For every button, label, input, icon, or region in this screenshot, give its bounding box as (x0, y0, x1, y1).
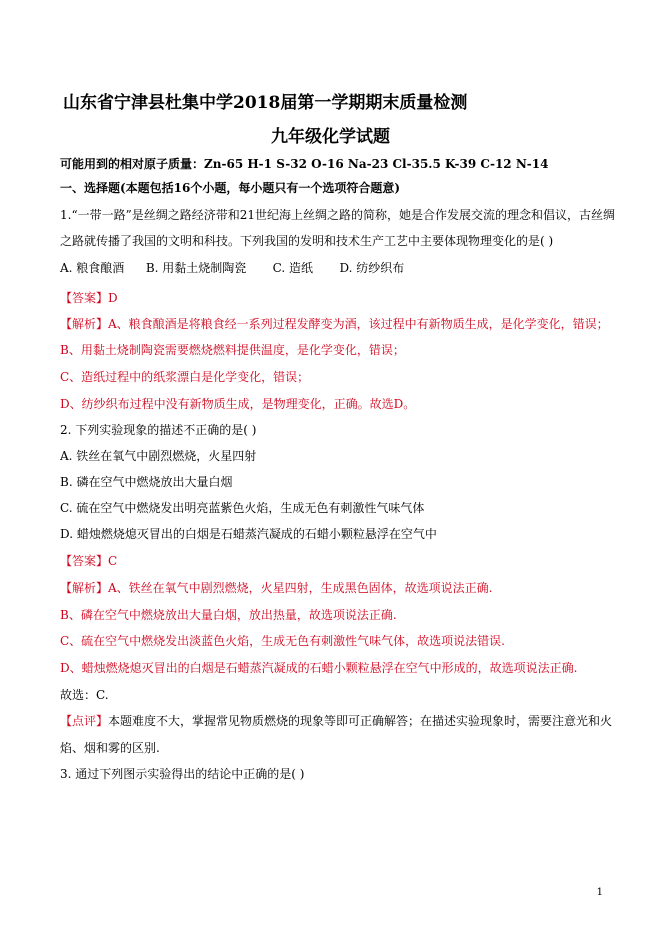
q1-answer: 【答案】D (60, 291, 118, 305)
q1-analysis-line: B、用黏土烧制陶瓷需要燃烧燃料提供温度，是化学变化，错误； (60, 343, 405, 357)
q2-analysis-line: C、硫在空气中燃烧发出淡蓝色火焰，生成无色有刺激性气味气体，故选项说法错误. (60, 634, 505, 648)
atomic-masses-line: 可能用到的相对原子质量：Zn-65 H-1 S-32 O-16 Na-23 Cl-35.5 K-39 C-12 N-14 (60, 157, 549, 171)
comment-label: 【点评】 (60, 714, 109, 728)
page-title: 山东省宁津县杜集中学2018届第一学期期末质量检测 (63, 93, 468, 113)
q2-option-c: C. 硫在空气中燃烧发出明亮蓝紫色火焰，生成无色有刺激性气味气体 (60, 501, 425, 515)
q1-option-c: C. 造纸 (272, 261, 314, 275)
q2-option-a: A. 铁丝在氧气中剧烈燃烧，火星四射 (60, 449, 257, 463)
q1-stem-line1: 1.“一带一路”是丝绸之路经济带和21世纪海上丝绸之路的简称，她是合作发展交流的理念和倡议，古丝绸 (60, 208, 615, 222)
q2-analysis-line: B、磷在空气中燃烧放出大量白烟，放出热量，故选项说法正确. (60, 608, 397, 622)
q1-analysis-line: C、造纸过程中的纸浆漂白是化学变化，错误； (60, 370, 310, 384)
q1-analysis-line: D、纺纱织布过程中没有新物质生成，是物理变化，正确。故选D。 (60, 397, 416, 411)
q2-answer: 【答案】C (60, 554, 118, 568)
q1-options (60, 260, 404, 276)
comment-text: 本题难度不大，掌握常见物质燃烧的现象等即可正确解答；在描述实验现象时，需要注意光和火 (108, 714, 613, 728)
page-subtitle: 九年级化学试题 (271, 127, 390, 147)
q2-option-d: D. 蜡烛燃烧熄灭冒出的白烟是石蜡蒸汽凝成的石蜡小颗粒悬浮在空气中 (60, 527, 437, 541)
q1-option-b: B. 用黏土烧制陶瓷 (145, 261, 247, 275)
q2-analysis-line: D、蜡烛燃烧熄灭冒出的白烟是石蜡蒸汽凝成的石蜡小颗粒悬浮在空气中形成的，故选项说法正确. (60, 661, 578, 675)
page-number: 1 (596, 887, 603, 898)
q2-analysis-line: 【解析】A、铁丝在氧气中剧烈燃烧，火星四射，生成黑色固体，故选项说法正确. (60, 581, 493, 595)
q2-option-b: B. 磷在空气中燃烧放出大量白烟 (60, 475, 233, 489)
q1-stem-line2: 之路就传播了我国的文明和科技。下列我国的发明和技术生产工艺中主要体现物理变化的是( ) (60, 234, 554, 248)
q2-comment-line2: 焰、烟和雾的区别. (60, 741, 160, 755)
q3-stem: 3. 通过下列图示实验得出的结论中正确的是( ) (60, 767, 305, 781)
section-heading: 一、选择题(本题包括16个小题，每小题只有一个选项符合题意) (60, 181, 401, 195)
q2-stem: 2. 下列实验现象的描述不正确的是( ) (60, 423, 257, 437)
q2-conclusion: 故选：C. (60, 688, 109, 702)
q1-option-a: A. 粮食酿酒 (60, 261, 125, 275)
q1-analysis-line: 【解析】A、粮食酿酒是将粮食经一系列过程发酵变为酒，该过程中有新物质生成，是化学变化，错误； (60, 317, 609, 331)
q1-option-d: D. 纺纱织布 (339, 261, 405, 275)
q2-comment-line1 (60, 713, 612, 729)
